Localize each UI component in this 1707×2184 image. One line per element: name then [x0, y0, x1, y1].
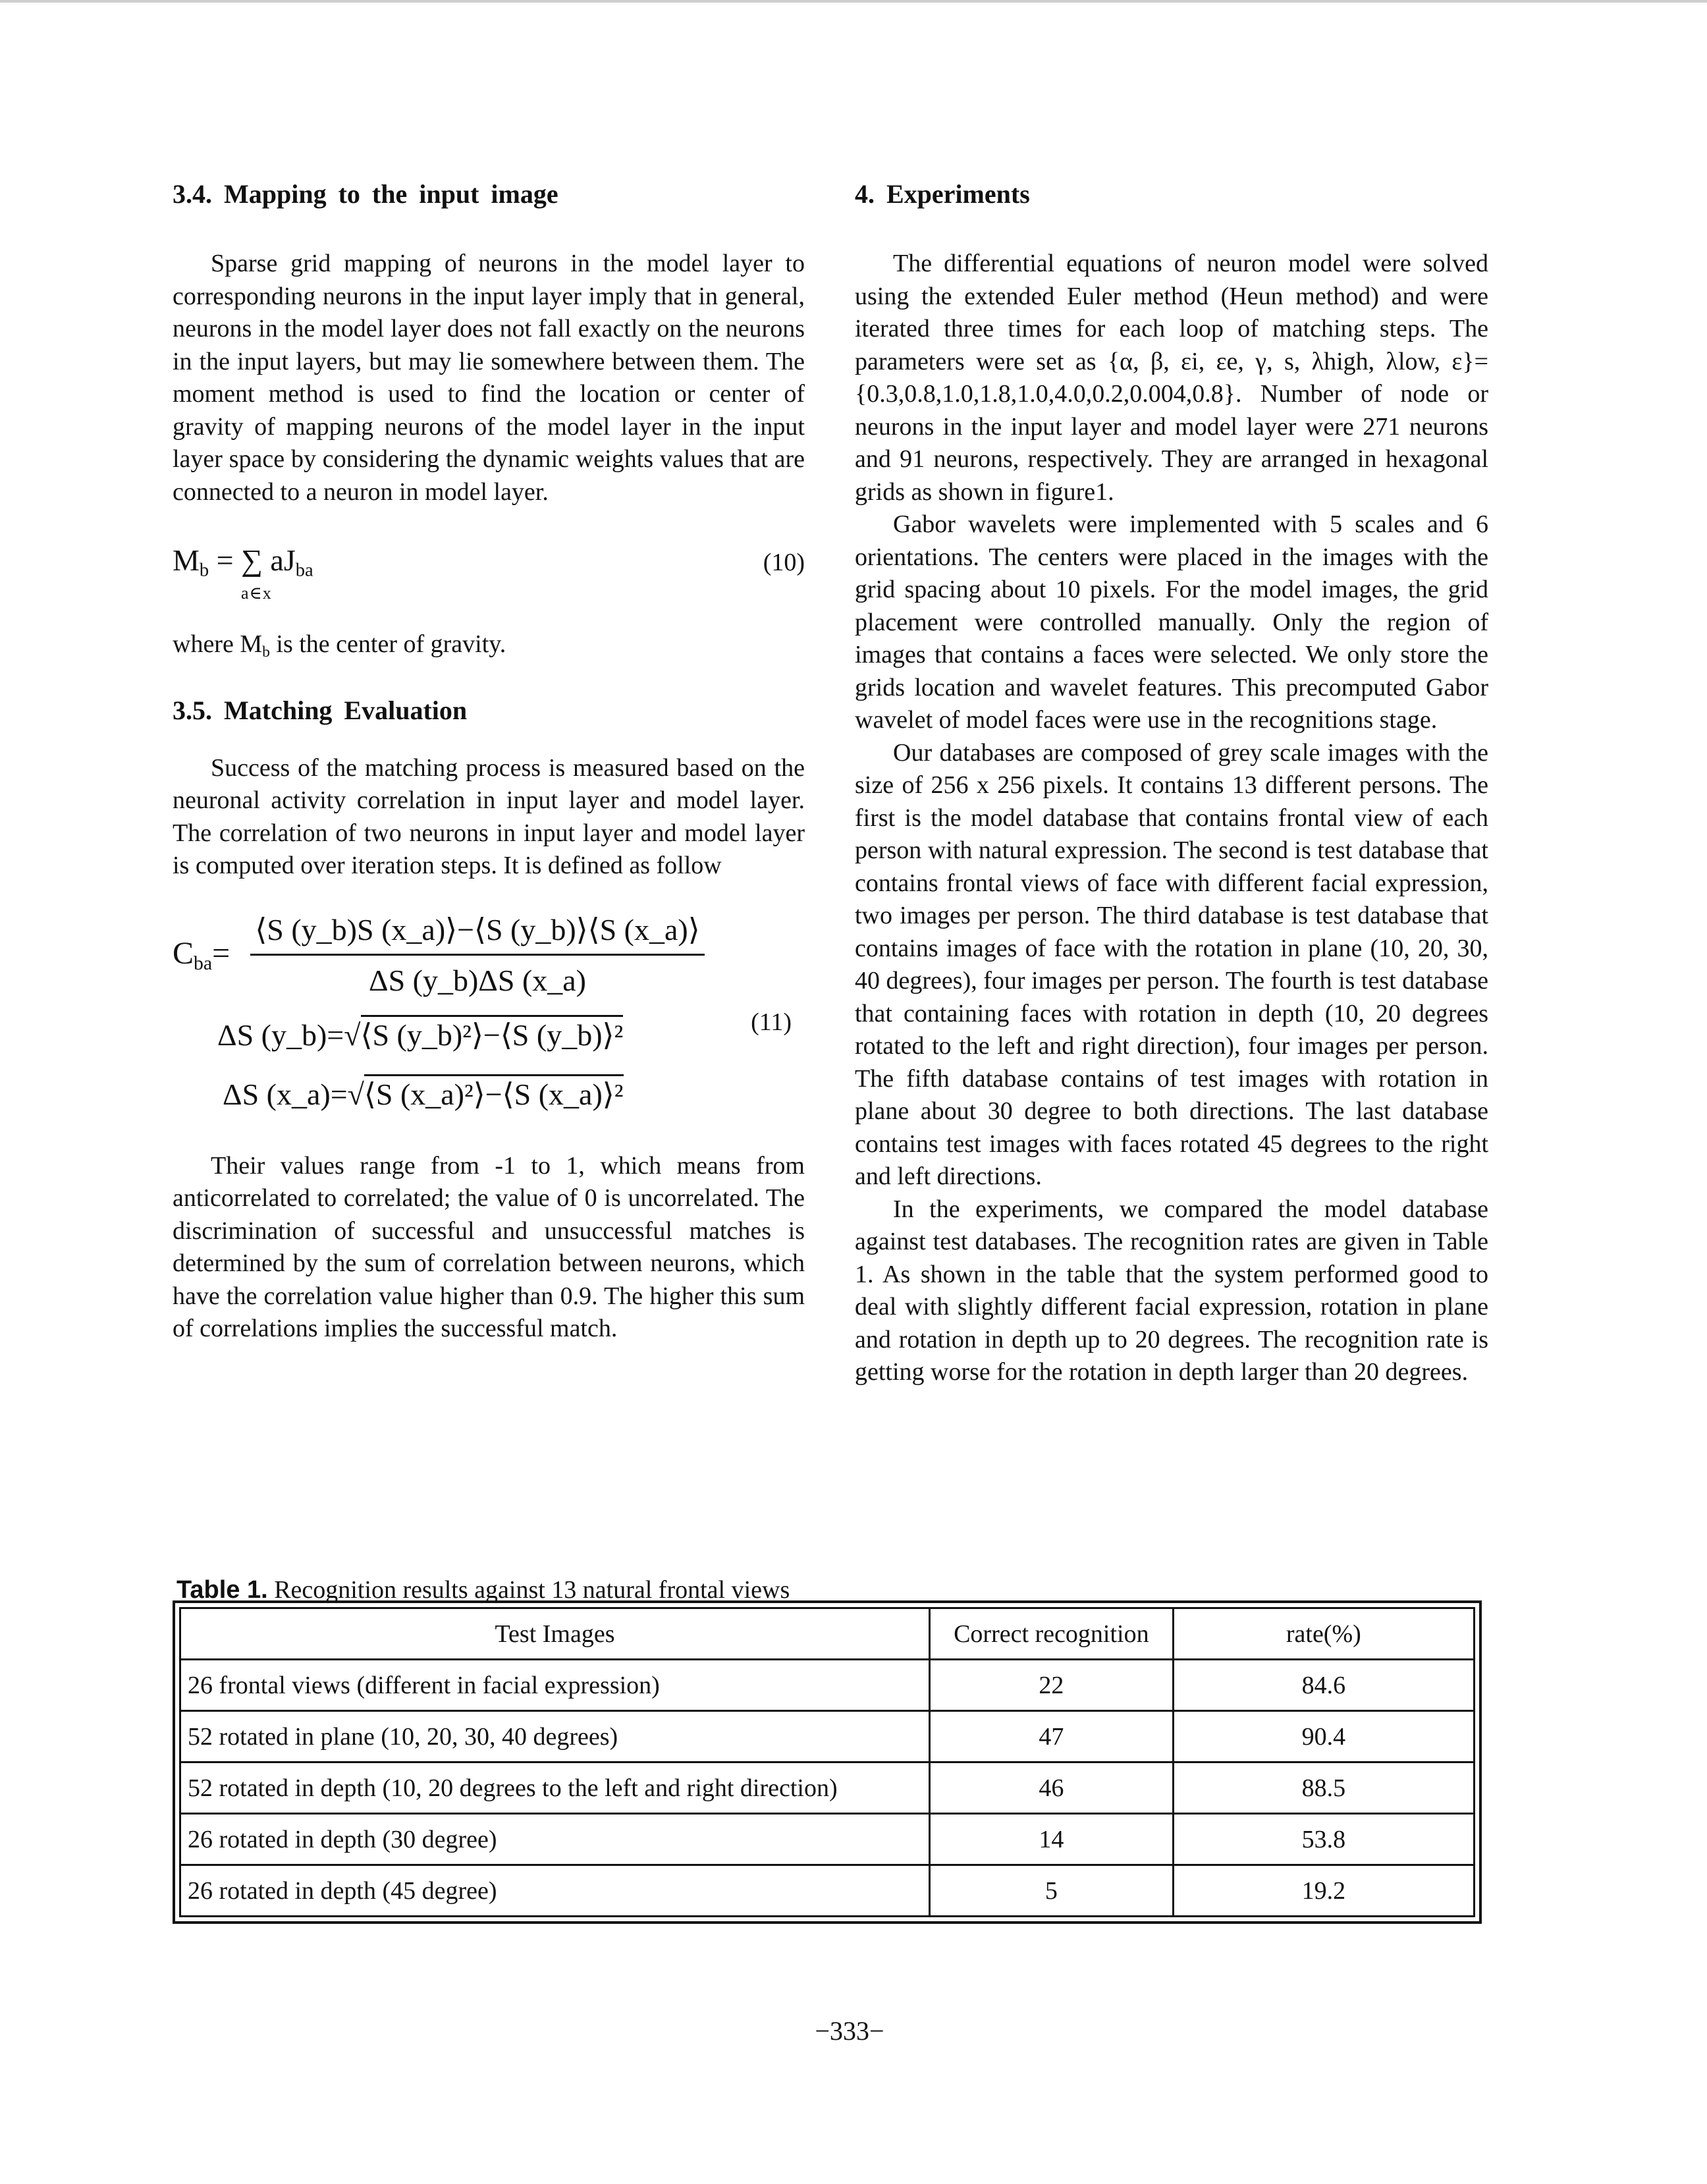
cell-correct: 46: [930, 1762, 1174, 1814]
table-1: [179, 1607, 1475, 1917]
cell-correct: 5: [930, 1865, 1174, 1917]
eq10-rhs-sub: ba: [295, 560, 313, 581]
page-top-rule: [0, 0, 1707, 3]
cell-test-images: 26 rotated in depth (45 degree): [180, 1865, 930, 1917]
cell-test-images: 26 rotated in depth (30 degree): [180, 1814, 930, 1865]
table-1-caption: [176, 1575, 790, 1604]
equation-11: [173, 909, 805, 1126]
cog-text-b: is the center of gravity.: [269, 630, 506, 658]
page-number: −333−: [815, 2016, 884, 2046]
table-row: [180, 1762, 1475, 1814]
cell-test-images: 26 frontal views (different in facial expression): [180, 1660, 930, 1711]
eq11-line3-rhs: ⟨S (x_a)²⟩−⟨S (x_a)⟩²: [364, 1074, 624, 1111]
eq10-rhs: = ∑ aJ: [216, 543, 296, 577]
cell-rate: 90.4: [1173, 1711, 1474, 1762]
equation-10: [173, 536, 805, 622]
header-correct-recognition: Correct recognition: [930, 1608, 1174, 1660]
header-test-images: Test Images: [180, 1608, 930, 1660]
cell-correct: 14: [930, 1814, 1174, 1865]
cell-rate: 19.2: [1173, 1865, 1474, 1917]
eq11-line-2: [217, 1017, 623, 1052]
cell-rate: 88.5: [1173, 1762, 1474, 1814]
section-4-paragraph-3: Our databases are composed of grey scale images with the size of 256 x 256 pixels. It contains 13 different persons. The first is the model database that contains frontal view of each person with natural expression. The second is test database that contains frontal views of face with different facial expression, two images per person. The third database is test database that contains images of face with the rotation in plane (10, 20, 30, 40 degrees), four images per person. The fourth is test database that containing faces with rotation in depth (10, 20 degrees rotated to the left and right direction), four images per person. The fifth database contains of test images with rotation in plane about 30 degree to both directions. The last database contains test images with faces rotated 45 degrees to the right and left directions.: [855, 738, 1488, 1190]
table-row: [180, 1711, 1475, 1762]
cog-text-a: where M: [173, 630, 263, 658]
equation-10-formula: [173, 543, 313, 582]
cell-test-images: 52 rotated in plane (10, 20, 30, 40 degrees): [180, 1711, 930, 1762]
section-4-heading: 4. Experiments: [855, 179, 1030, 209]
center-of-gravity-sentence: [173, 628, 805, 669]
table-header-row: [180, 1608, 1475, 1660]
left-column: [173, 178, 805, 1346]
eq11-line2-rhs: ⟨S (y_b)²⟩−⟨S (y_b)⟩²: [361, 1015, 624, 1052]
eq11-line3-lhs: ΔS (x_a)=: [223, 1077, 348, 1111]
eq11-c: C: [173, 935, 194, 971]
section-3-4-heading: 3.4. Mapping to the input image: [173, 179, 558, 209]
section-3-5-heading: 3.5. Matching Evaluation: [173, 695, 468, 725]
right-column: [855, 178, 1488, 1389]
eq10-lhs-sub: b: [199, 560, 209, 581]
cell-test-images: 52 rotated in depth (10, 20 degrees to the left and right direction): [180, 1762, 930, 1814]
cell-correct: 22: [930, 1660, 1174, 1711]
eq11-fraction: [250, 909, 705, 1002]
cog-text-sub: b: [262, 643, 270, 661]
cell-correct: 47: [930, 1711, 1174, 1762]
eq11-line-3: [223, 1076, 624, 1112]
section-3-5-paragraph-1: Success of the matching process is measured based on the neuronal activity correlation in input layer and model layer. The correlation of two neurons in input layer and model layer is computed over iteration steps. It is defined as follow: [173, 753, 805, 880]
eq11-denominator: ΔS (y_b)ΔS (x_a): [368, 963, 587, 997]
sqrt-icon: √: [347, 1077, 364, 1111]
equation-11-number: (11): [751, 1008, 792, 1036]
table-row: [180, 1814, 1475, 1865]
eq11-equals: =: [212, 935, 230, 971]
table-1-caption-label: Table 1.: [176, 1576, 268, 1604]
section-4-paragraph-2: Gabor wavelets were implemented with 5 scales and 6 orientations. The centers were placed in the images with the grid spacing about 10 pixels. For the model images, the grid placement were controlled manually. Only the region of images that contains a faces were selected. We only store the grids location and wavelet features. This precomputed Gabor wavelet of model faces were use in the recognitions stage.: [855, 510, 1488, 734]
equation-10-number: (10): [763, 549, 805, 576]
eq11-numerator: ⟨S (y_b)S (x_a)⟩−⟨S (y_b)⟩⟨S (x_a)⟩: [250, 909, 705, 956]
eq11-line2-lhs: ΔS (y_b)=: [217, 1018, 344, 1052]
table-row: [180, 1660, 1475, 1711]
section-4-paragraph-1: The differential equations of neuron model were solved using the extended Euler method (Heun method) and were iterated three times for each loop of matching steps. The parameters were set as {α, β, εi, εe, γ, s, λhigh, λlow, ε}={0.3,0.8,1.0,1.8,1.0,4.0,0.2,0.004,0.8}. Number of node or neurons in the input layer and model layer were 271 neurons and 91 neurons, respectively. They are arranged in hexagonal grids as shown in figure1.: [855, 250, 1488, 506]
header-rate: rate(%): [1173, 1608, 1474, 1660]
table-1-caption-text: Recognition results against 13 natural frontal views: [267, 1576, 790, 1604]
eq10-lhs: M: [173, 543, 200, 577]
sqrt-icon: √: [344, 1018, 361, 1052]
eq10-sum-index: a∈x: [241, 584, 272, 603]
eq11-lhs: [173, 935, 230, 975]
cell-rate: 53.8: [1173, 1814, 1474, 1865]
section-4-paragraph-4: In the experiments, we compared the model database against test databases. The recognition rates are given in Table 1. As shown in the table that the system performed good to deal with slightly different facial expression, rotation in plane and rotation in depth up to 20 degrees. The recognition rate is getting worse for the rotation in depth larger than 20 degrees.: [855, 1195, 1488, 1386]
section-3-5-paragraph-2: Their values range from -1 to 1, which means from anticorrelated to correlated; the value of 0 is uncorrelated. The discrimination of successful and unsuccessful matches is determined by the sum of correlation between neurons, which have the correlation value higher than 0.9. The higher this sum of correlations implies the successful match.: [173, 1151, 805, 1343]
section-3-4-paragraph: Sparse grid mapping of neurons in the model layer to corresponding neurons in the input layer imply that in general, neurons in the model layer does not fall exactly on the neurons in the input layers, but may lie somewhere between them. The moment method is used to find the location or center of gravity of mapping neurons of the model layer in the input layer space by considering the dynamic weights values that are connected to a neuron in model layer.: [173, 250, 805, 506]
eq11-c-sub: ba: [194, 952, 213, 974]
table-row: [180, 1865, 1475, 1917]
cell-rate: 84.6: [1173, 1660, 1474, 1711]
